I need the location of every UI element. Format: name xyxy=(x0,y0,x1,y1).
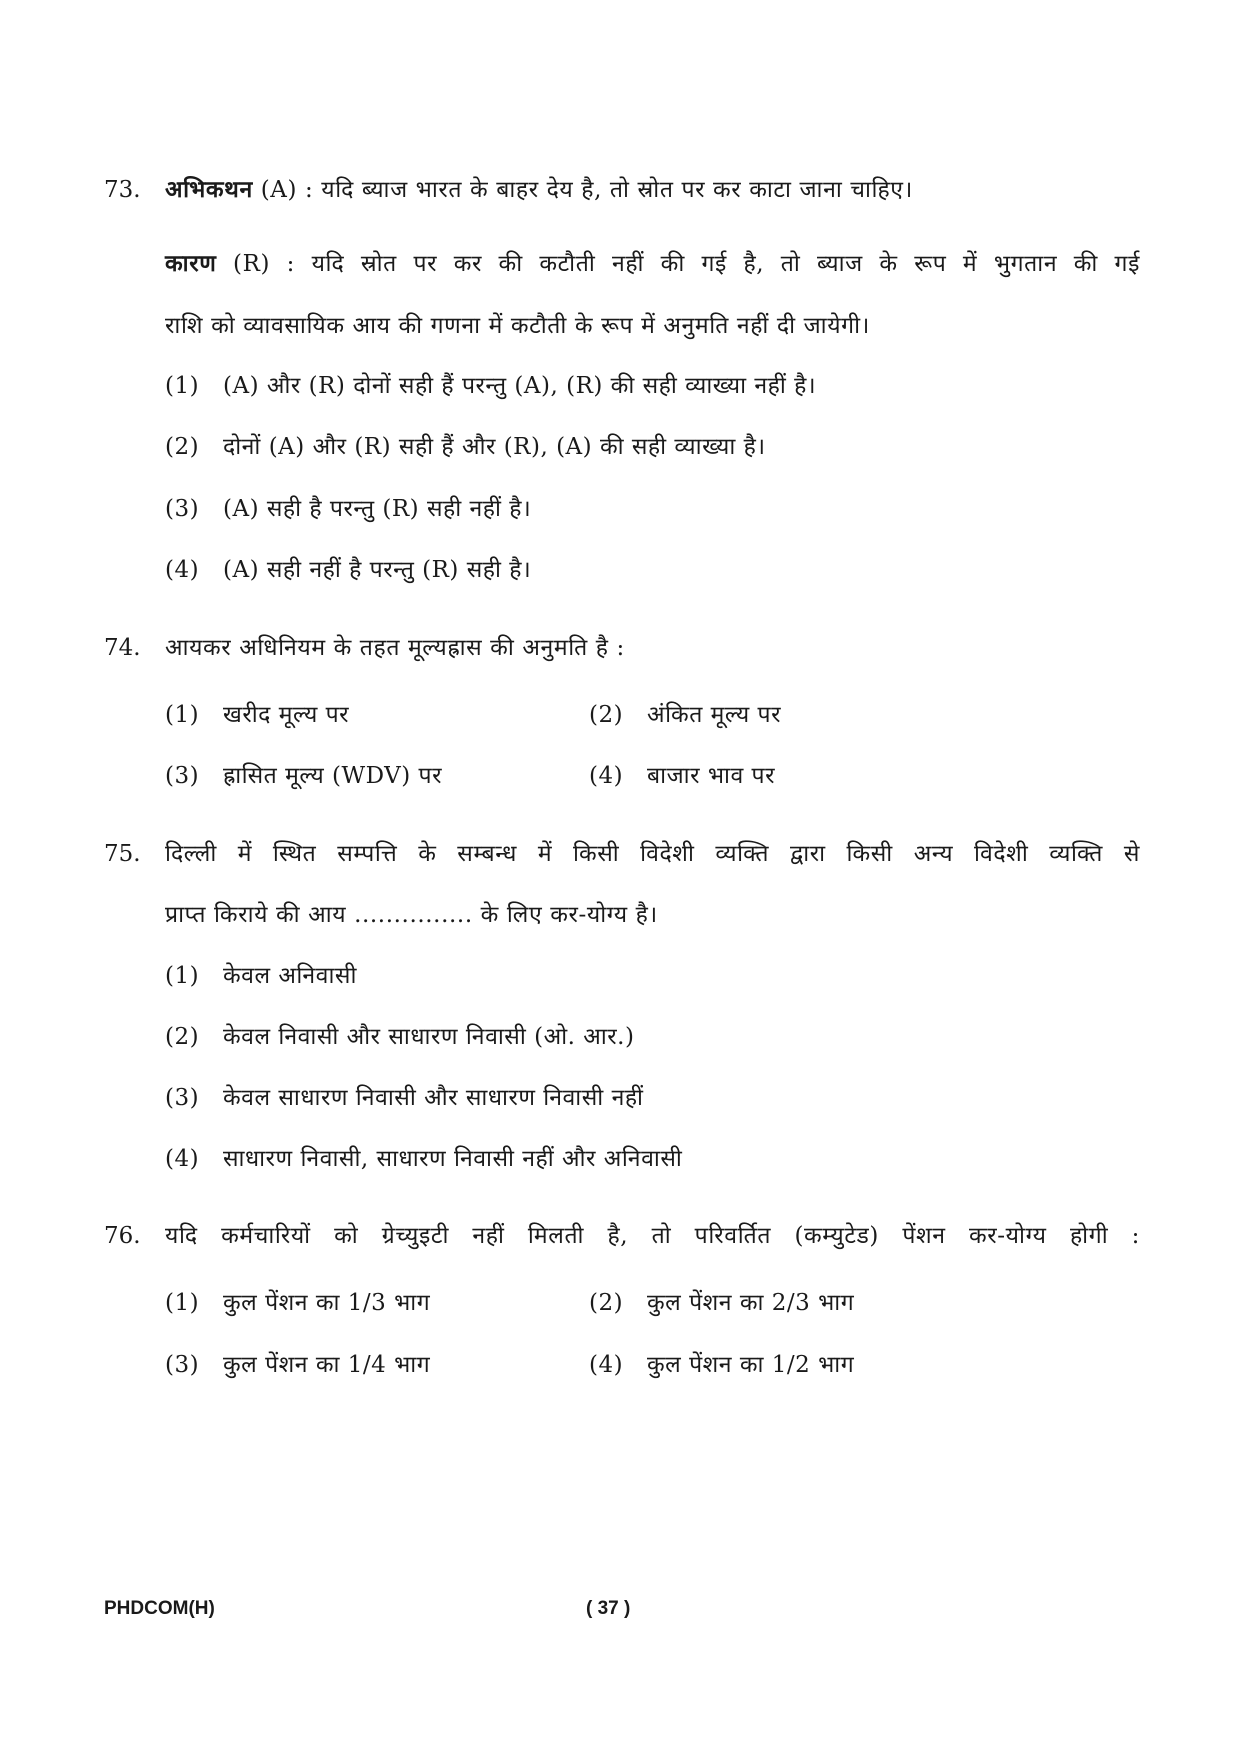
option-3: (3) कुल पेंशन का 1/4 भाग xyxy=(165,1352,431,1378)
booklet-code: PHDCOM(H) xyxy=(104,1598,215,1619)
option-3: (3) केवल साधारण निवासी और साधारण निवासी नहीं xyxy=(165,1085,644,1111)
option-1: (1) केवल अनिवासी xyxy=(165,963,357,989)
assertion-text: (A) : यदि ब्याज भारत के बाहर देय है, तो स्रोत पर कर काटा जाना चाहिए। xyxy=(252,177,913,203)
option-4: (4) बाजार भाव पर xyxy=(589,763,776,789)
option-2: (2) दोनों (A) और (R) सही हैं और (R), (A) की सही व्याख्या है। xyxy=(165,434,766,460)
question-line-1: दिल्ली में स्थित सम्पत्ति के सम्बन्ध में किसी विदेशी व्यक्ति द्वारा किसी अन्य विदेशी व्यक्ति से xyxy=(165,841,1140,867)
question-line-2: प्राप्त किराये की आय ............... के लिए कर-योग्य है। xyxy=(165,902,658,928)
question-text: आयकर अधिनियम के तहत मूल्यह्रास की अनुमति है : xyxy=(165,635,625,661)
question-number: 75. xyxy=(104,841,141,867)
option-2: (2) केवल निवासी और साधारण निवासी (ओ. आर.) xyxy=(165,1024,635,1050)
option-4: (4) कुल पेंशन का 1/2 भाग xyxy=(589,1352,855,1378)
question-number: 76. xyxy=(104,1223,141,1249)
assertion-label: अभिकथन xyxy=(165,176,253,203)
reason-line-1 xyxy=(165,248,1140,280)
option-1: (1) (A) और (R) दोनों सही हैं परन्तु (A), (R) की सही व्याख्या नहीं है। xyxy=(165,373,817,399)
option-1: (1) खरीद मूल्य पर xyxy=(165,702,350,728)
reason-line-2: राशि को व्यावसायिक आय की गणना में कटौती के रूप में अनुमति नहीं दी जायेगी। xyxy=(165,313,870,339)
reason-label: कारण xyxy=(165,250,217,277)
page-number: ( 37 ) xyxy=(586,1598,631,1619)
option-1: (1) कुल पेंशन का 1/3 भाग xyxy=(165,1290,431,1316)
assertion-line xyxy=(165,174,1140,206)
question-number: 74. xyxy=(104,635,141,661)
question-text: यदि कर्मचारियों को ग्रेच्युइटी नहीं मिलती है, तो परिवर्तित (कम्युटेड) पेंशन कर-योग्य होगी : xyxy=(165,1223,1140,1249)
option-4: (4) (A) सही नहीं है परन्तु (R) सही है। xyxy=(165,557,532,583)
option-2: (2) अंकित मूल्य पर xyxy=(589,702,782,728)
option-2: (2) कुल पेंशन का 2/3 भाग xyxy=(589,1290,855,1316)
question-number: 73. xyxy=(104,177,141,203)
reason-text: (R) : यदि स्रोत पर कर की कटौती नहीं की गई है, तो ब्याज के रूप में भुगतान की गई xyxy=(216,251,1140,277)
option-3: (3) ह्रासित मूल्य (WDV) पर xyxy=(165,763,443,789)
option-4: (4) साधारण निवासी, साधारण निवासी नहीं और अनिवासी xyxy=(165,1146,683,1172)
option-3: (3) (A) सही है परन्तु (R) सही नहीं है। xyxy=(165,496,532,522)
